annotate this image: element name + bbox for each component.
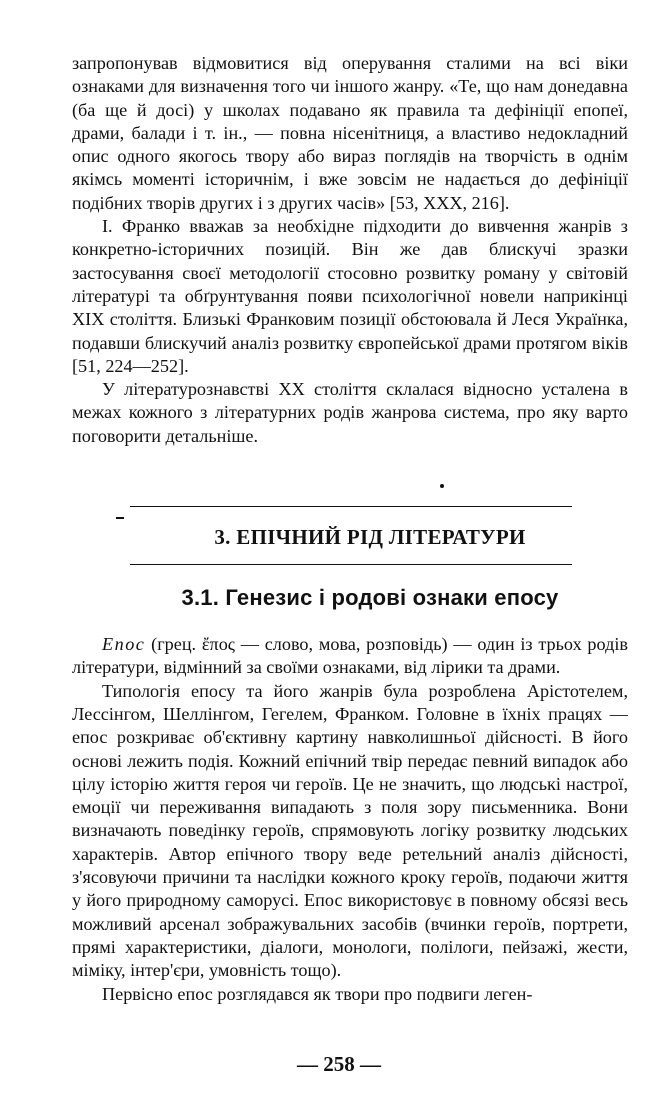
paragraph-franko: І. Франко вважав за необхідне підходити до вивчення жанрів з конкретно-історичних позицій. Він же дав блискучі зразки застосування своєї методології стосовно розвитку роману у світовій літературі та обґрунтування появи психологічної новели наприкінці XIX століття. Близькі Франковим позиції обстоювала й Леся Українка, подавши блискучий аналіз розвитку європейської драми протягом віків [51, 224—252].: [72, 216, 628, 376]
chapter-title: 3. ЕПІЧНИЙ РІД ЛІТЕРАТУРИ: [214, 525, 526, 550]
page-number: — 258 —: [297, 1052, 381, 1076]
rule-bottom: [130, 564, 572, 565]
stray-dash: [116, 517, 124, 519]
paragraph-typology: Типологія епосу та його жанрів була розроблена Арістотелем, Лессінгом, Шеллінгом, Гегелем, Франком. Головне в їхніх працях — епос розкриває об'єктивну картину навколишньої дійсності. В його основі лежить подія. Кожний епічний твір передає певний випадок або цілу історію життя героя чи героїв. Це не значить, що людські настрої, емоції чи переживання випадають з поля зору письменника. Вони визначають поведінку героїв, спрямовують логіку розвитку людських характерів. Автор епічного твору веде ретельний аналіз дійсності, з'ясовуючи причини та наслідки кожного кроку героїв, подаючи життя у його природному саморусі. Епос використовує в повному обсязі весь можливий арсенал зображувальних засобів (вчинки героїв, портрети, прямі характеристики, діалоги, монологи, полілоги, пейзажі, жести, міміку, інтер'єри, умовність тощо).: [72, 680, 628, 981]
paragraph-xx-century: У літературознавстві XX століття склалася відносно усталена в межах кожного з літературних родів жанрова система, про яку варто поговорити детальніше.: [72, 379, 628, 446]
spacer: [72, 448, 628, 506]
paragraph-originally: Первісно епос розглядався як твори про подвиги леген-: [102, 983, 533, 1004]
term-epos: Епос: [102, 634, 146, 655]
paragraph-definition: [72, 633, 628, 680]
rule-top: [130, 506, 572, 507]
page-body: [72, 52, 628, 1006]
section-title: 3.1. Генезис і родові ознаки епосу: [181, 585, 559, 611]
stray-mark: [440, 484, 444, 488]
definition-text: (грец. ἔπος — слово, мова, розповідь) — один із трьох родів літератури, відмінний за своїми ознаками, від лірики та драми.: [72, 634, 628, 678]
paragraph-continuation: запропонував відмовитися від оперування сталими на всі віки ознаками для визначення того чи іншого жанру. «Те, що нам донедавна (ба ще й досі) у школах подавано як правила та дефініції епопеї, драми, балади і т. ін., — повна нісенітниця, а властиво недокладний опис одного якогось твору або вираз поглядів на творчість в однім якімсь моменті історичнім, і вже зовсім не надається до дефініції подібних творів других і з других часів» [53, XXX, 216].: [72, 53, 628, 213]
